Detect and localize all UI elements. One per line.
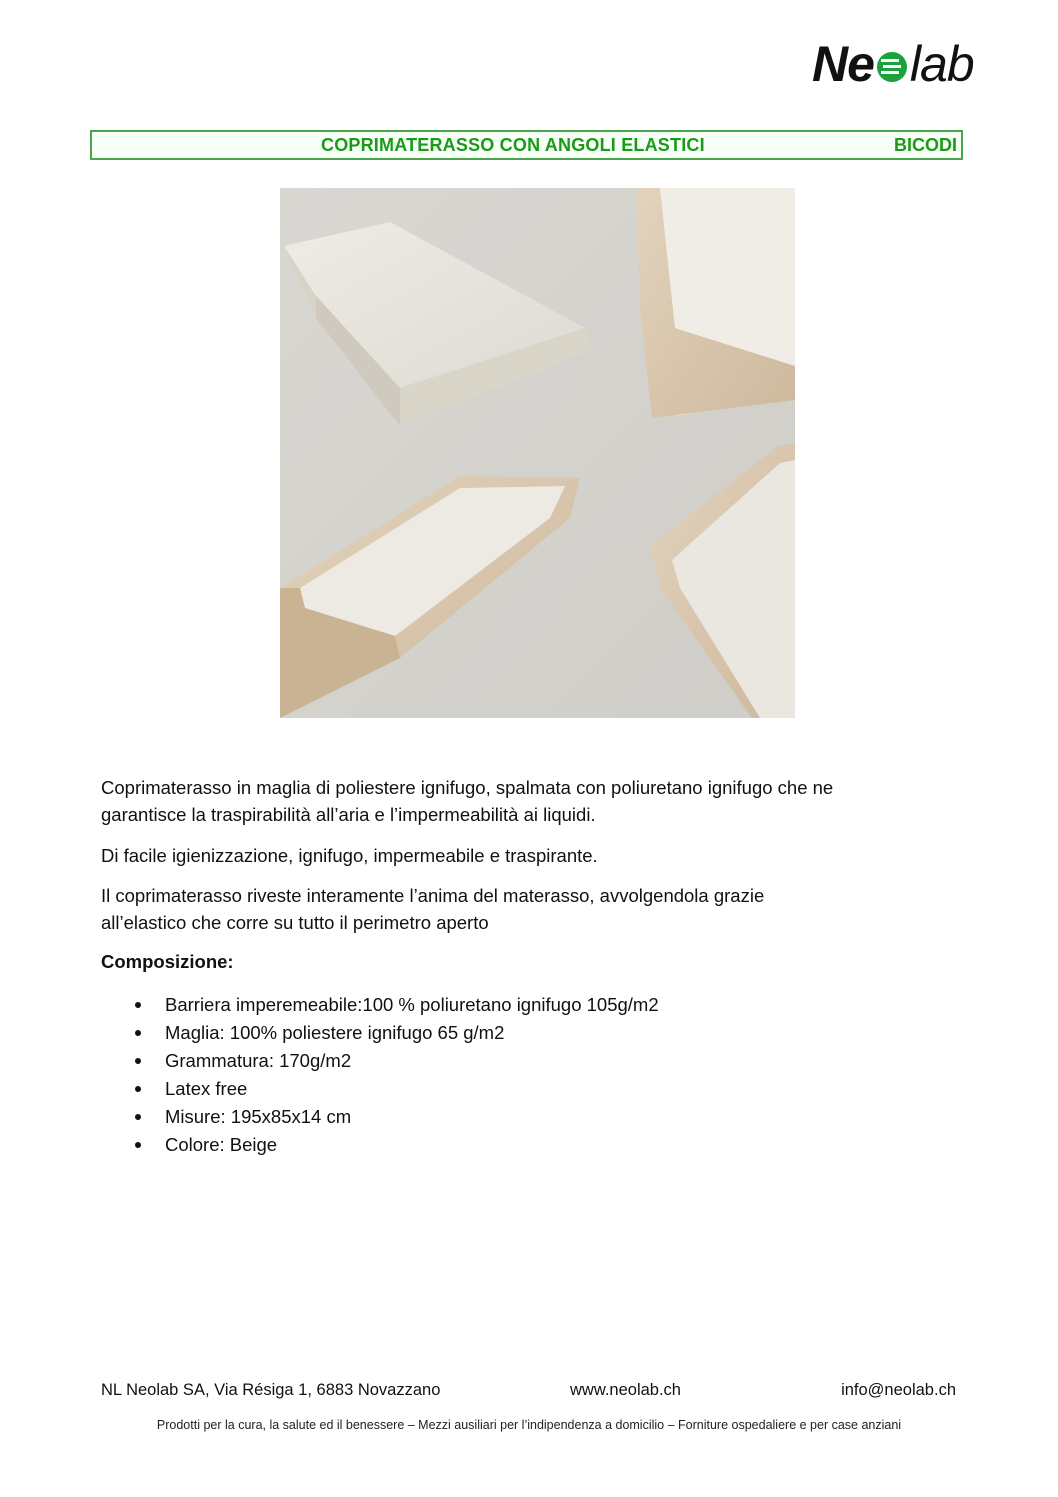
neolab-logo: [812, 36, 974, 92]
logo-text-left: Ne: [812, 36, 874, 92]
description-line-2: garantisce la traspirabilità all’aria e l’impermeabilità ai liquidi.: [101, 804, 596, 825]
title-bar: [90, 130, 963, 160]
list-item-text: Latex free: [165, 1078, 248, 1099]
footer-tagline: Prodotti per la cura, la salute ed il benessere – Mezzi ausiliari per l’indipendenza a domicilio – Forniture ospedaliere e per case anziani: [156, 1418, 902, 1432]
footer-address: NL Neolab SA, Via Résiga 1, 6883 Novazzano: [101, 1381, 441, 1399]
composition-heading: Composizione:: [101, 951, 234, 972]
coverage-line-1: Il coprimaterasso riveste interamente l’anima del materasso, avvolgendola grazie: [101, 885, 765, 906]
logo-text-right: lab: [909, 36, 974, 92]
features-paragraph: Di facile igienizzazione, ignifugo, impermeabile e traspirante.: [101, 845, 598, 866]
logo-o-mark-icon: [875, 50, 909, 84]
product-code: BICODI: [894, 135, 957, 155]
list-item: [133, 1103, 659, 1131]
list-item: [133, 991, 659, 1019]
coverage-line-2: all’elastico che corre su tutto il perimetro aperto: [101, 912, 489, 933]
description-paragraph: [101, 774, 961, 828]
description-line-1: Coprimaterasso in maglia di poliestere ignifugo, spalmata con poliuretano ignifugo che ne: [101, 777, 834, 798]
list-item-text: Misure: 195x85x14 cm: [165, 1106, 352, 1127]
bullet-icon: [135, 1058, 141, 1064]
coverage-paragraph: [101, 882, 961, 936]
bullet-icon: [135, 1086, 141, 1092]
list-item-text: Colore: Beige: [165, 1134, 278, 1155]
list-item-text: Grammatura: 170g/m2: [165, 1050, 352, 1071]
mattress-cover-photo: [280, 188, 795, 718]
bullet-icon: [135, 1142, 141, 1148]
list-item-text: Maglia: 100% poliestere ignifugo 65 g/m2: [165, 1022, 505, 1043]
bullet-icon: [135, 1030, 141, 1036]
footer-website-link[interactable]: www.neolab.ch: [570, 1381, 681, 1399]
list-item: [133, 1131, 659, 1159]
product-title: COPRIMATERASSO CON ANGOLI ELASTICI: [321, 135, 705, 155]
list-item: [133, 1075, 659, 1103]
list-item: [133, 1047, 659, 1075]
composition-list: [133, 991, 659, 1159]
list-item-text: Barriera imperemeabile:100 % poliuretano ignifugo 105g/m2: [165, 994, 659, 1015]
list-item: [133, 1019, 659, 1047]
footer-email-link[interactable]: info@neolab.ch: [841, 1381, 956, 1399]
bullet-icon: [135, 1002, 141, 1008]
bullet-icon: [135, 1114, 141, 1120]
